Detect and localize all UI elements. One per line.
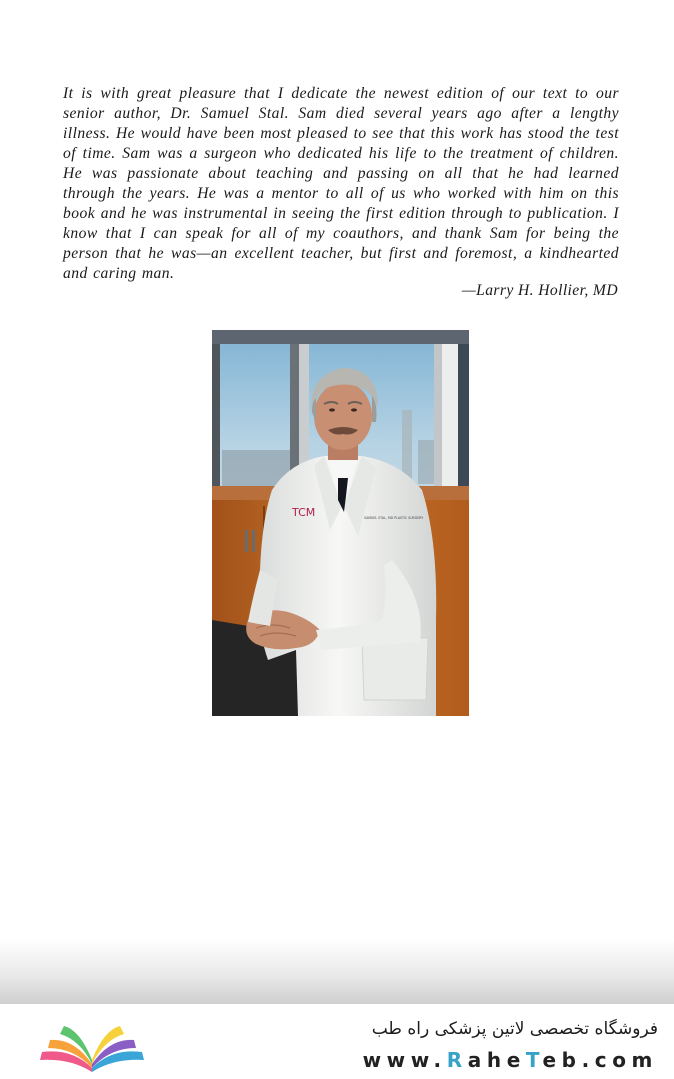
- face: [314, 382, 372, 450]
- coat-logo: TCM: [292, 506, 316, 519]
- shop-name: فروشگاه تخصصی لاتین پزشکی راه طب: [371, 1019, 658, 1039]
- portrait-photo: [212, 330, 469, 716]
- dedication-signature: —Larry H. Hollier, MD: [461, 282, 618, 299]
- watermark-footer: [0, 1004, 674, 1079]
- coat-badge: SAMUEL STAL, MD PLASTIC SURGERY: [364, 516, 424, 520]
- shop-url[interactable]: [363, 1048, 658, 1072]
- url-suffix: .com: [581, 1048, 658, 1072]
- url-letter-r: R: [446, 1048, 468, 1072]
- url-ahe: ahe: [467, 1048, 526, 1072]
- dedication-text: It is with great pleasure that I dedicate the newest edition of our text to our senior author, Dr. Samuel Stal. Sam died several years ago after a lengthy illness. He would have been most pleased to see that this work has stood the test of time. Sam was a surgeon who dedicated his life to the treatment of children. He was passionate about teaching and passing on all that he had learned through the years. He was a mentor to all of us who worked with him on this book and he was instrumental in seeing the first edition through to publication. I know that I can speak for all of my coauthors, and thank Sam for being the person that he was—an excellent teacher, but first and foremost, a kindhearted and caring man.: [63, 85, 619, 282]
- url-eb: eb: [542, 1048, 582, 1072]
- open-book-logo-icon: [36, 1018, 148, 1074]
- url-letter-t: T: [525, 1048, 543, 1072]
- url-prefix: www.: [362, 1048, 447, 1072]
- page-shadow: [0, 940, 674, 1004]
